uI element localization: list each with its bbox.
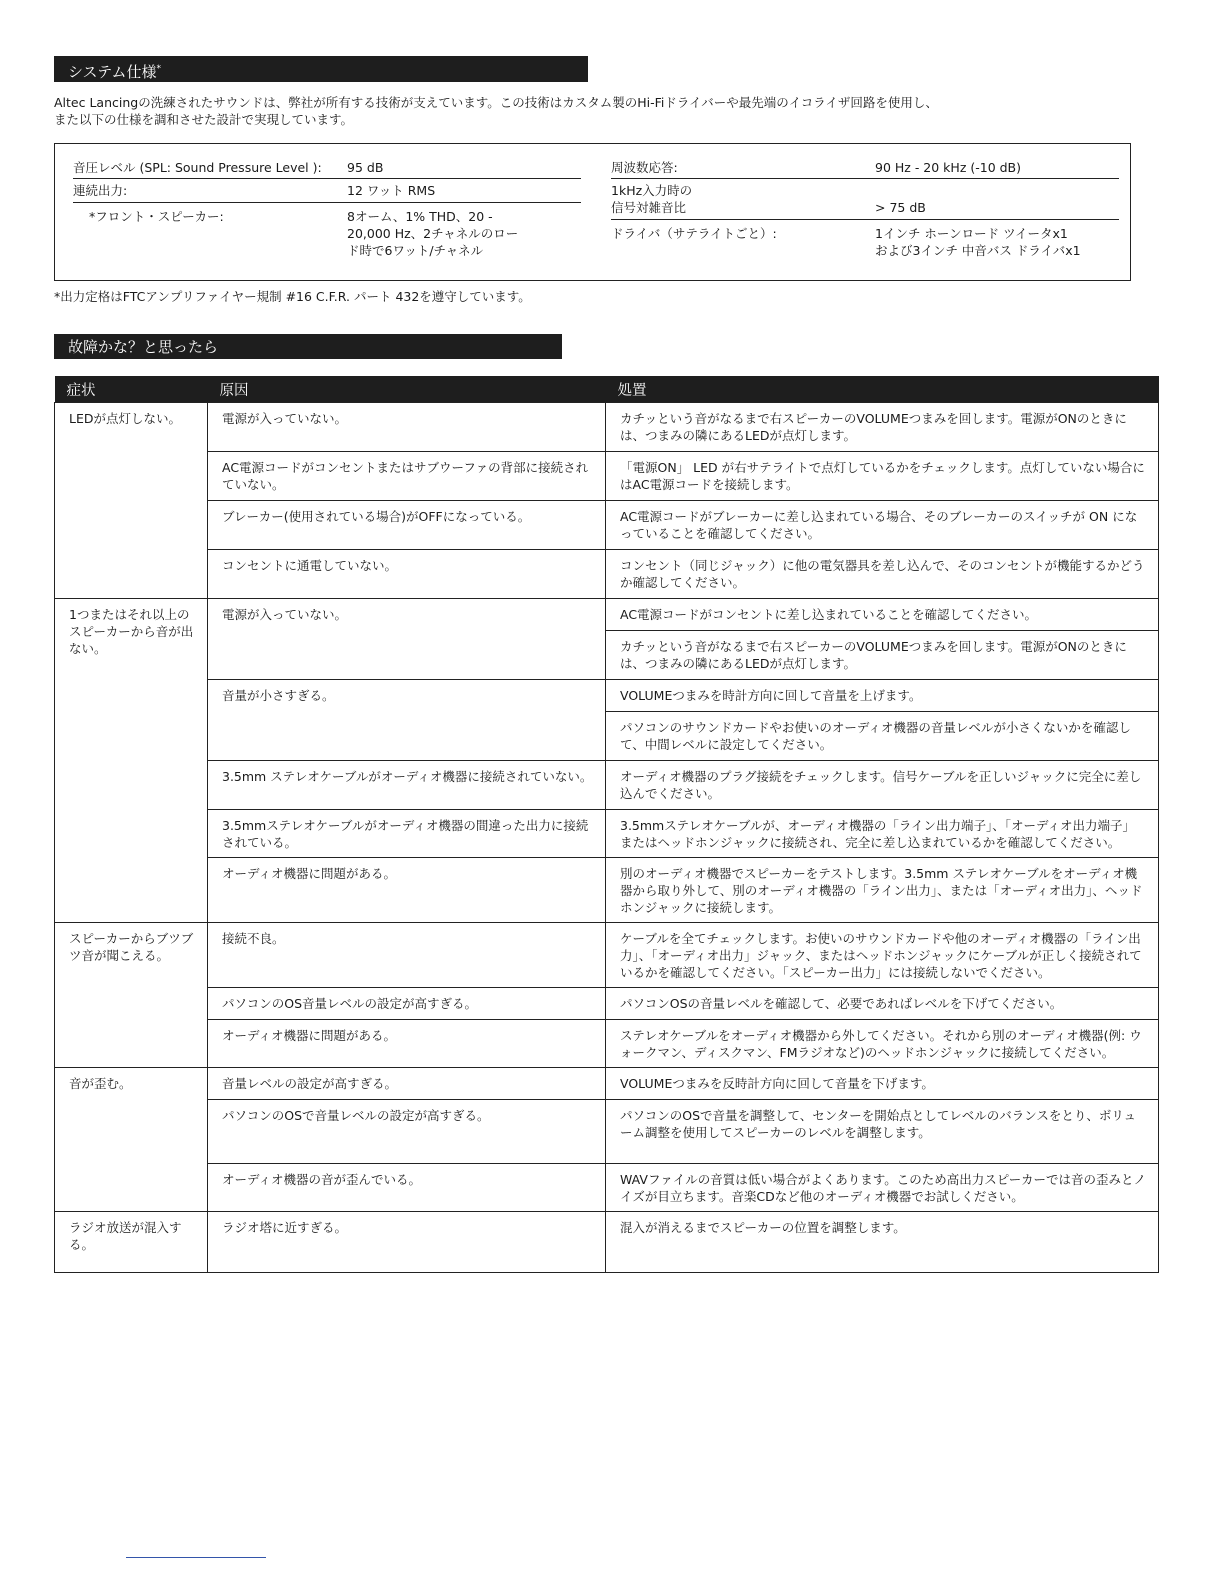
front-speaker-value-3: ド時で6ワット/チャネル <box>347 243 484 258</box>
action-cell: VOLUMEつまみを反時計方向に回して音量を下げます。 <box>606 1068 1159 1100</box>
cause-cell: オーディオ機器に問題がある。 <box>208 1020 606 1068</box>
table-row <box>55 550 1159 599</box>
action-cell: 混入が消えるまでスピーカーの位置を調整します。 <box>606 1212 1159 1273</box>
cause-cell: 3.5mmステレオケーブルがオーディオ機器の間違った出力に接続されている。 <box>208 810 606 858</box>
table-row <box>55 1100 1159 1164</box>
action-cell: 「電源ON」 LED が右サテライトで点灯しているかをチェックします。点灯していない場合にはAC電源コードを接続します。 <box>606 452 1159 501</box>
intro-line-2: また以下の仕様を調和させた設計で実現しています。 <box>54 112 354 127</box>
heading-text: システム仕様 <box>68 63 157 81</box>
action-cell: ケーブルを全てチェックします。お使いのサウンドカードや他のオーディオ機器の「ライン出力」、「オーディオ出力」ジャック、またはヘッドホンジャックにケーブルが正しく接続されているかを確認してください。「スピーカー出力」には接続しないでください。 <box>606 923 1159 988</box>
header-action: 処置 <box>606 376 1159 403</box>
action-cell: AC電源コードがブレーカーに差し込まれている場合、そのブレーカーのスイッチが ON になっていることを確認してください。 <box>606 501 1159 550</box>
heading-asterisk: * <box>156 64 162 74</box>
spec-rule <box>73 202 581 203</box>
action-cell: パソコンのサウンドカードやお使いのオーディオ機器の音量レベルが小さくないかを確認して、中間レベルに設定してください。 <box>606 712 1159 761</box>
table-row <box>55 761 1159 810</box>
action-cell: オーディオ機器のプラグ接続をチェックします。信号ケーブルを正しいジャックに完全に差し込んでください。 <box>606 761 1159 810</box>
table-row <box>55 599 1159 631</box>
cause-cell: AC電源コードがコンセントまたはサブウーファの背部に接続されていない。 <box>208 452 606 501</box>
symptom-cell: LEDが点灯しない。 <box>55 403 208 599</box>
table-row <box>55 1164 1159 1212</box>
section-heading-system-specs <box>54 56 588 82</box>
snr-value: > 75 dB <box>875 200 926 215</box>
snr-label-1: 1kHz入力時の <box>611 183 693 198</box>
spl-value: 95 dB <box>347 160 384 175</box>
front-speaker-value-1: 8オーム、1% THD、20 - <box>347 209 493 224</box>
cause-cell: ブレーカー(使用されている場合)がOFFになっている。 <box>208 501 606 550</box>
action-cell: ステレオケーブルをオーディオ機器から外してください。それから別のオーディオ機器(例: ウォークマン、ディスクマン、FMラジオなど)のヘッドホンジャックに接続してください。 <box>606 1020 1159 1068</box>
spec-box <box>54 143 1131 281</box>
spec-rule <box>73 178 581 179</box>
symptom-cell: 音が歪む。 <box>55 1068 208 1212</box>
symptom-cell: スピーカーからブツブツ音が聞こえる。 <box>55 923 208 1068</box>
table-row <box>55 680 1159 712</box>
header-symptom: 症状 <box>55 376 208 403</box>
action-cell: VOLUMEつまみを時計方向に回して音量を上げます。 <box>606 680 1159 712</box>
freq-label: 周波数応答: <box>611 160 678 175</box>
table-row <box>55 988 1159 1020</box>
action-cell: パソコンのOSで音量を調整して、センターを開始点としてレベルのバランスをとり、ボリューム調整を使用してスピーカーのレベルを調整します。 <box>606 1100 1159 1164</box>
cause-cell: オーディオ機器に問題がある。 <box>208 858 606 923</box>
driver-label: ドライバ（サテライトごと）: <box>611 226 777 241</box>
cause-cell: 音量が小さすぎる。 <box>208 680 606 761</box>
cause-cell: コンセントに通電していない。 <box>208 550 606 599</box>
cause-cell: 接続不良。 <box>208 923 606 988</box>
table-row <box>55 403 1159 452</box>
cause-cell: 3.5mm ステレオケーブルがオーディオ機器に接続されていない。 <box>208 761 606 810</box>
symptom-cell: ラジオ放送が混入する。 <box>55 1212 208 1273</box>
action-cell: カチッという音がなるまで右スピーカーのVOLUMEつまみを回します。電源がONのときには、つまみの隣にあるLEDが点灯します。 <box>606 403 1159 452</box>
cause-cell: 音量レベルの設定が高すぎる。 <box>208 1068 606 1100</box>
cause-cell: 電源が入っていない。 <box>208 599 606 680</box>
troubleshooting-table <box>54 376 1159 1273</box>
specs-intro <box>54 94 1154 128</box>
table-header-row <box>55 376 1159 403</box>
action-cell: カチッという音がなるまで右スピーカーのVOLUMEつまみを回します。電源がONのときには、つまみの隣にあるLEDが点灯します。 <box>606 631 1159 680</box>
freq-value: 90 Hz - 20 kHz (-10 dB) <box>875 160 1022 175</box>
cause-cell: オーディオ機器の音が歪んでいる。 <box>208 1164 606 1212</box>
power-label: 連続出力: <box>73 183 128 198</box>
table-row <box>55 1020 1159 1068</box>
spec-rule <box>611 219 1119 220</box>
section-heading-troubleshooting: 故障かな？と思ったら <box>54 334 562 359</box>
front-speaker-value-2: 20,000 Hz、2チャネルのロー <box>347 226 519 241</box>
spl-label: 音圧レベル (SPL: Sound Pressure Level ): <box>73 160 322 175</box>
header-cause: 原因 <box>208 376 606 403</box>
action-cell: WAVファイルの音質は低い場合がよくあります。このため高出力スピーカーでは音の歪みとノイズが目立ちます。音楽CDなど他のオーディオ機器でお試しください。 <box>606 1164 1159 1212</box>
front-speaker-label: *フロント・スピーカー: <box>89 209 224 224</box>
table-row <box>55 810 1159 858</box>
spec-rule <box>611 178 1119 179</box>
driver-value-1: 1インチ ホーンロード ツイータx1 <box>875 226 1068 241</box>
action-cell: 3.5mmステレオケーブルが、オーディオ機器の「ライン出力端子」、「オーディオ出力端子」またはヘッドホンジャックに接続され、完全に差し込まれているかを確認してください。 <box>606 810 1159 858</box>
action-cell: コンセント（同じジャック）に他の電気器具を差し込んで、そのコンセントが機能するかどうか確認してください。 <box>606 550 1159 599</box>
symptom-cell: 1つまたはそれ以上のスピーカーから音が出ない。 <box>55 599 208 923</box>
intro-line-1: Altec Lancingの洗練されたサウンドは、弊社が所有する技術が支えています。この技術はカスタム製のHi-Fiドライバーや最先端のイコライザ回路を使用し、 <box>54 95 938 110</box>
cause-cell: パソコンのOS音量レベルの設定が高すぎる。 <box>208 988 606 1020</box>
cause-cell: パソコンのOSで音量レベルの設定が高すぎる。 <box>208 1100 606 1164</box>
power-value: 12 ワット RMS <box>347 183 436 198</box>
table-row <box>55 452 1159 501</box>
footer-divider <box>126 1557 266 1558</box>
cause-cell: 電源が入っていない。 <box>208 403 606 452</box>
action-cell: 別のオーディオ機器でスピーカーをテストします。3.5mm ステレオケーブルをオーディオ機器から取り外して、別のオーディオ機器の「ライン出力」、または「オーディオ出力」、ヘッドホンジャックに接続します。 <box>606 858 1159 923</box>
spec-footnote: *出力定格はFTCアンプリファイヤー規制 #16 C.F.R. パート 432を遵守しています。 <box>54 289 531 304</box>
table-row <box>55 1068 1159 1100</box>
cause-cell: ラジオ塔に近すぎる。 <box>208 1212 606 1273</box>
table-row <box>55 923 1159 988</box>
action-cell: AC電源コードがコンセントに差し込まれていることを確認してください。 <box>606 599 1159 631</box>
driver-value-2: および3インチ 中音バス ドライバx1 <box>875 243 1081 258</box>
table-row <box>55 1212 1159 1273</box>
table-row <box>55 858 1159 923</box>
table-row <box>55 501 1159 550</box>
action-cell: パソコンOSの音量レベルを確認して、必要であればレベルを下げてください。 <box>606 988 1159 1020</box>
snr-label-2: 信号対雑音比 <box>611 200 687 215</box>
